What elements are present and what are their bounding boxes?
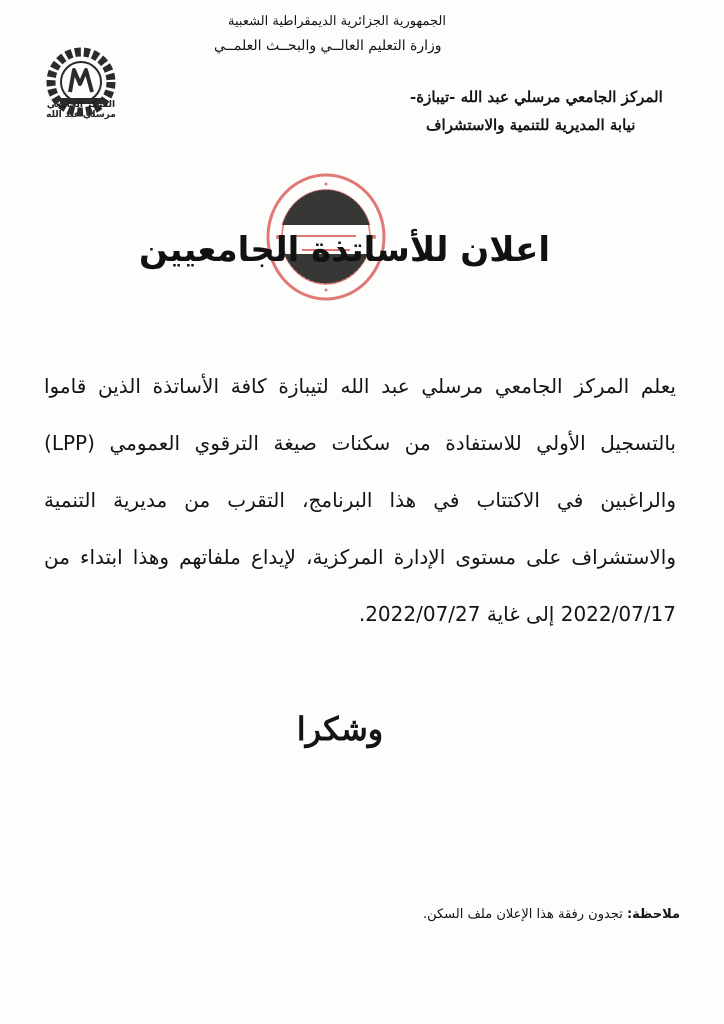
logo-text-line1: المركز الجامعي (46, 100, 116, 110)
header-directorate: نيابة المديرية للتنمية والاستشراف (426, 116, 636, 134)
note (370, 907, 680, 922)
announcement-title: اعلان للأساتذة الجامعيين (139, 230, 550, 270)
logo-text (46, 100, 116, 120)
header-republic: الجمهورية الجزائرية الديمقراطية الشعبية (228, 14, 446, 29)
note-label: ملاحظة: (626, 907, 680, 922)
announcement-body: يعلم المركز الجامعي مرسلي عبد الله لتيبازة كافة الأساتذة الذين قاموا بالتسجيل الأولي للاستفادة من سكنات صيغة الترقوي العمومي (LPP) والراغبين في الاكتتاب في هذا البرنامج، التقرب من مديرية التنمية والاستشراف على مستوى الإدارة المركزية، لإيداع ملفاتهم وهذا ابتداء من 2022/07/17 إلى غاية 2022/07/27. (44, 374, 676, 626)
logo-text-line2: مرسلي عبد الله (46, 110, 116, 120)
note-text: تجدون رفقة هذا الإعلان ملف السكن. (422, 907, 623, 922)
header-center: المركز الجامعي مرسلي عبد الله -تيبازة- (410, 88, 663, 106)
closing-thanks: وشكرا (296, 710, 384, 748)
header-ministry: وزارة التعليم العالــي والبحــث العلمــي (214, 38, 442, 54)
